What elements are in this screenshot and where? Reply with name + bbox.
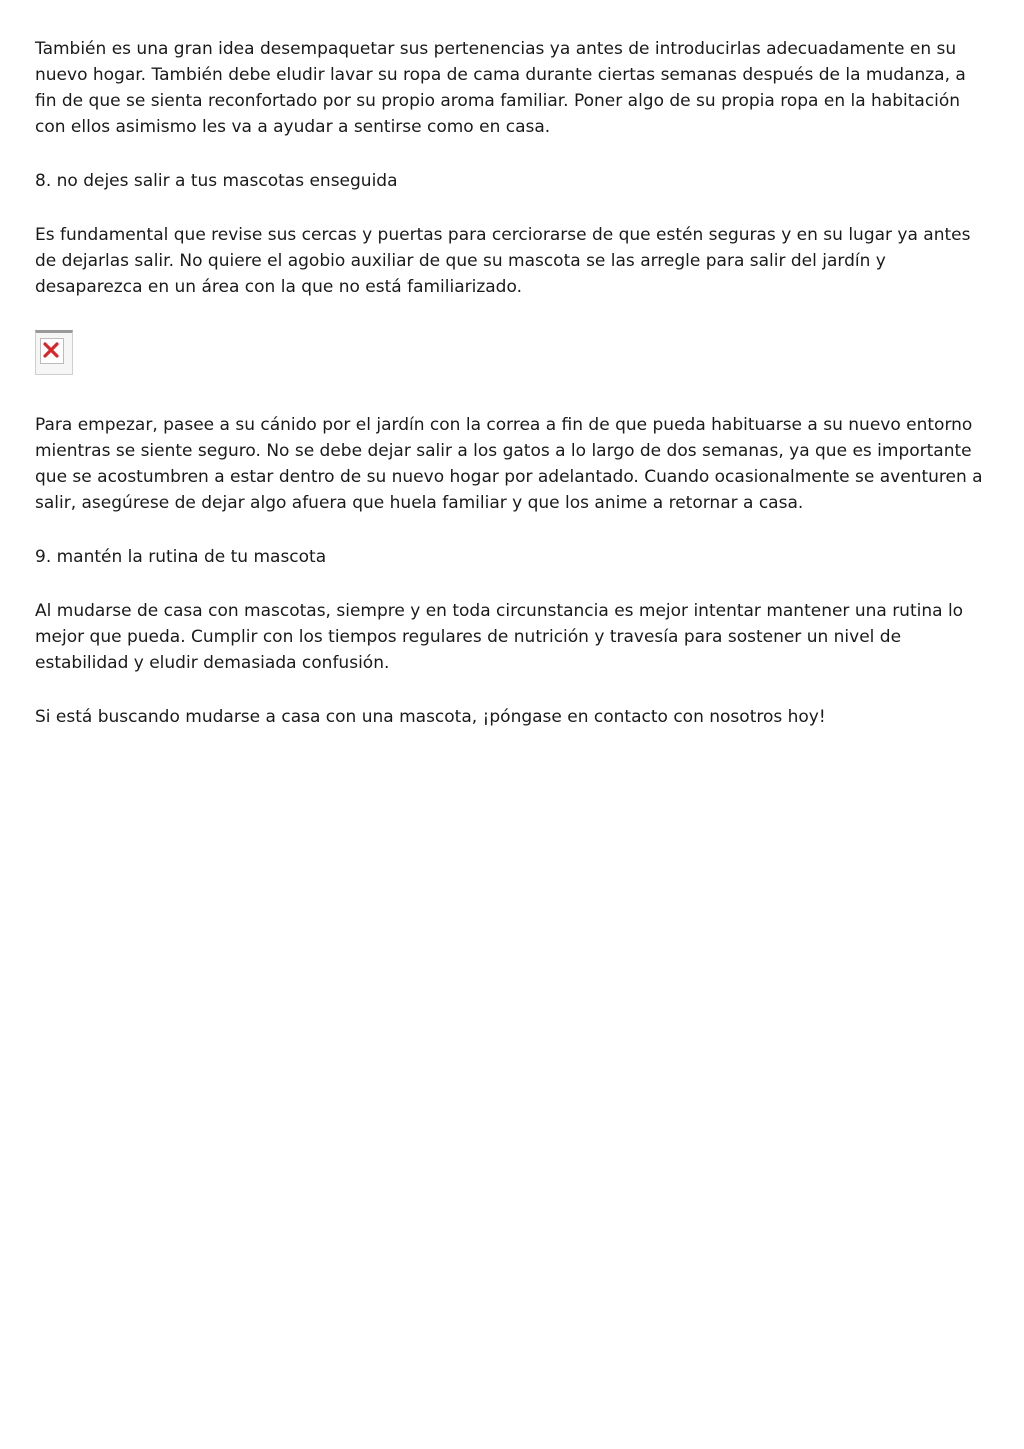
section-heading-9: 9. mantén la rutina de tu mascota <box>35 547 327 567</box>
paragraph-intro: También es una gran idea desempaquetar sus pertenencias ya antes de introducirlas adecuadamente en su nuevo hogar. También debe eludir lavar su ropa de cama durante ciertas semanas después de la mudanza, a fin de que se sienta reconfortado por su propio aroma familiar. Poner algo de su propia ropa en la habitación con ellos asimismo les va a ayudar a sentirse como en casa. <box>35 39 966 137</box>
paragraph-walk: Para empezar, pasee a su cánido por el jardín con la correa a fin de que pueda habituarse a su nuevo entorno mientras se siente seguro. No se debe dejar salir a los gatos a lo largo de dos semanas, ya que es importante que se acostumbren a estar dentro de su nuevo hogar por adelantado. Cuando ocasionalmente se aventuren a salir, asegúrese de dejar algo afuera que huela familiar y que los anime a retornar a casa. <box>35 415 983 513</box>
paragraph-routine: Al mudarse de casa con mascotas, siempre y en toda circunstancia es mejor intentar mantener una rutina lo mejor que pueda. Cumplir con los tiempos regulares de nutrición y travesía para sostener un nivel de estabilidad y eludir demasiada confusión. <box>35 601 964 673</box>
document-page <box>35 36 990 730</box>
paragraph-contact: Si está buscando mudarse a casa con una mascota, ¡póngase en contacto con nosotros hoy! <box>35 707 826 727</box>
broken-image-icon <box>35 330 73 375</box>
paragraph-fences: Es fundamental que revise sus cercas y puertas para cerciorarse de que estén seguras y en su lugar ya antes de dejarlas salir. No quiere el agobio auxiliar de que su mascota se las arregle para salir del jardín y desaparezca en un área con la que no está familiarizado. <box>35 225 971 297</box>
close-x-icon <box>39 337 63 361</box>
section-heading-8: 8. no dejes salir a tus mascotas enseguida <box>35 171 398 191</box>
